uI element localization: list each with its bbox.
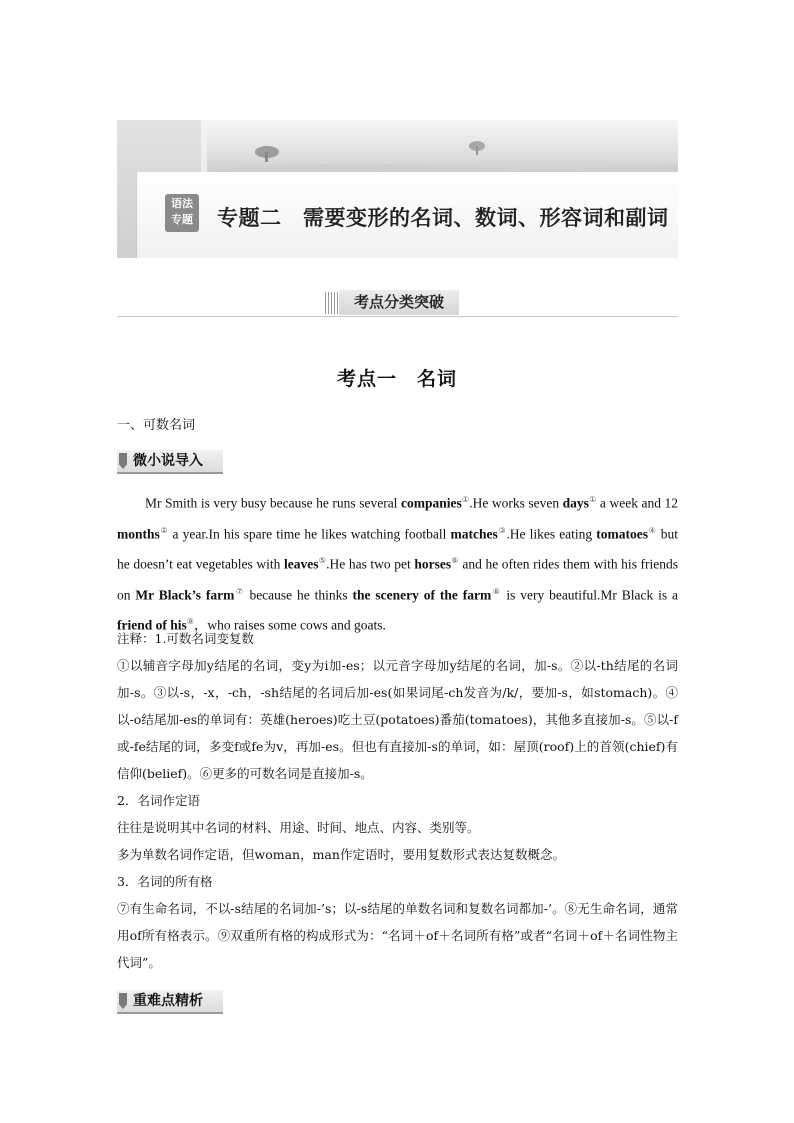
story-keyword: tomatoes [596,526,649,541]
story-tag [117,450,223,474]
subheading: 一、可数名词 [117,418,196,433]
story-text: ，who raises some cows and goats. [193,617,386,633]
story-note-marker: ⑥ [451,556,459,565]
story-keyword: leaves [283,556,319,572]
page-title: 专题二 需要变形的名词、数词、形容词和副词 [217,206,669,230]
story-text: a week and 12 [596,495,678,511]
story-note-marker: ⑨ [186,617,194,626]
bookmark-icon [119,453,127,469]
note-line: 往往是说明其中名词的材料、用途、时间、地点、内容、类别等。 [117,820,480,835]
note-line: 3．名词的所有格 [117,874,213,889]
story-note-marker: ⑤ [318,556,327,565]
story-note-marker: ④ [648,525,657,535]
story-note-marker: ② [159,525,169,535]
topic-badge [165,194,199,232]
header-banner [117,120,678,258]
stripes-icon [325,292,339,314]
bookmark-icon [119,993,127,1009]
story-note-marker: ⑦ [234,586,245,596]
story-text: .He works seven [469,495,563,511]
story-text: .He likes eating [506,526,597,541]
section-tab: 考点分类突破 [339,290,459,315]
story-keyword: companies [400,495,462,511]
story-text: .He has two pet [326,556,415,572]
story-text: is very beautiful.Mr Black is a [501,587,679,602]
analysis-tag [117,990,223,1014]
story-keyword: days [562,495,589,511]
note-line: ⑦有生命名词，不以-s结尾的名词加-’s；以-s结尾的单数名词和复数名词都加-’。⑧无生命名词，通常用of所有格表示。⑨双重所有格的构成形式为：“名词＋of＋名词所有格”或者“名词＋of＋名词性物主代词”。 [117,901,678,970]
story-keyword: months [117,526,160,541]
story-text: but he doesn’t eat vegetables with [117,526,679,572]
note-line: ①以辅音字母加y结尾的名词，变y为i加-es；以元音字母加y结尾的名词，加-s。②以-th结尾的名词加-s。③以-s，-x，-ch，-sh结尾的名词后加-es(如果词尾-ch发音为/k/，要加-s，如stomach)。④以-o结尾加-es的单词有：英雄(heroes)吃土豆(potatoes)番茄(tomatoes)，其他多直接加-s。⑤以-f或-fe结尾的词，多变f或fe为v，再加-es。但也有直接加-s的单词，如：屋顶(roof)上的首领(chief)有信仰(belief)。⑥更多的可数名词是直接加-s。 [117,658,678,781]
note-line: 注释：1.可数名词变复数 [117,631,254,646]
note-line: 多为单数名词作定语，但woman，man作定语时，要用复数形式表达复数概念。 [117,847,565,862]
landscape-trees-icon [207,120,678,180]
title-bar [137,172,678,258]
notes-block [117,625,678,976]
story-note-marker: ⑧ [491,586,502,596]
analysis-tag-label: 重难点精析 [133,993,203,1009]
story-text: and he often rides them with his friends on [117,556,679,602]
story-note-marker: ① [588,495,597,504]
story-text: because he thinks [244,587,353,602]
story-note-marker: ③ [497,525,507,535]
story-note-marker: ① [461,495,470,504]
story-paragraph [117,486,678,639]
story-keyword: matches [450,526,498,541]
story-text: a year.In his spare time he likes watching football [168,526,451,541]
story-keyword: horses [414,556,452,572]
section-band [117,290,678,317]
badge-line-1: 语法 [171,197,193,210]
story-keyword: friend of his [117,617,187,633]
story-keyword: the scenery of the farm [352,587,492,602]
note-line: 2．名词作定语 [117,793,200,808]
story-tag-label: 微小说导入 [133,453,203,469]
badge-line-2: 专题 [171,213,193,226]
story-text: Mr Smith is very busy because he runs several [145,495,401,511]
point-title: 考点一 名词 [336,368,457,390]
story-keyword: Mr Black’s farm [135,587,235,602]
